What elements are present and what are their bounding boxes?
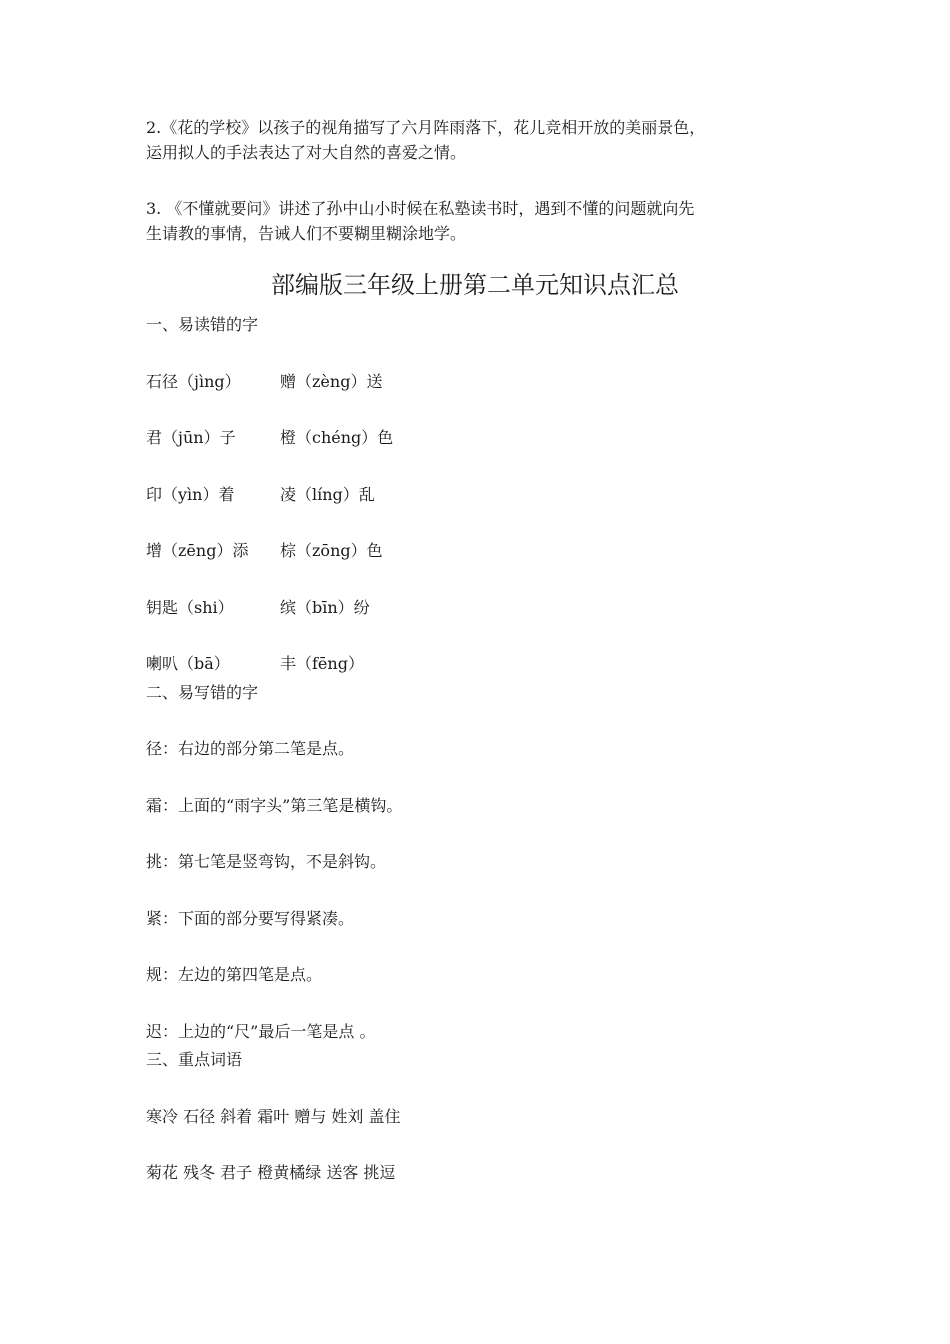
pinyin-item: 君（jūn）子 (146, 428, 236, 447)
paragraph-line: 3. 《不懂就要问》讲述了孙中山小时候在私塾读书时，遇到不懂的问题就向先 (146, 199, 695, 218)
paragraph-line: 生请教的事情，告诫人们不要糊里糊涂地学。 (146, 224, 467, 243)
writing-note: 紧：下面的部分要写得紧凑。 (146, 909, 355, 928)
section-heading: 三、重点词语 (146, 1050, 243, 1069)
pinyin-item: 石径（jìng） (146, 372, 241, 391)
section-heading: 二、易写错的字 (146, 683, 259, 702)
pinyin-item: 丰（fēng） (280, 654, 364, 673)
vocabulary-line: 菊花 残冬 君子 橙黄橘绿 送客 挑逗 (146, 1163, 396, 1182)
writing-note: 规：左边的第四笔是点。 (146, 965, 323, 984)
section-heading: 一、易读错的字 (146, 315, 259, 334)
pinyin-item: 印（yìn）着 (146, 485, 235, 504)
pinyin-item: 喇叭（bā） (146, 654, 230, 673)
pinyin-item: 增（zēng）添 (146, 541, 249, 560)
writing-note: 霜：上面的“雨字头”第三笔是横钩。 (146, 796, 403, 815)
pinyin-item: 钥匙（shi） (146, 598, 234, 617)
pinyin-item: 缤（bīn）纷 (280, 598, 370, 617)
pinyin-item: 凌（líng）乱 (280, 485, 375, 504)
writing-note: 迟：上边的“尺”最后一笔是点 。 (146, 1022, 376, 1041)
document-title: 部编版三年级上册第二单元知识点汇总 (271, 271, 679, 299)
paragraph-line: 2.《花的学校》以孩子的视角描写了六月阵雨落下，花儿竞相开放的美丽景色， (146, 118, 706, 137)
writing-note: 挑：第七笔是竖弯钩，不是斜钩。 (146, 852, 387, 871)
paragraph-line: 运用拟人的手法表达了对大自然的喜爱之情。 (146, 143, 467, 162)
pinyin-item: 棕（zōng）色 (280, 541, 383, 560)
pinyin-item: 橙（chéng）色 (280, 428, 394, 447)
paragraph-flower-school (146, 115, 816, 165)
vocabulary-line: 寒冷 石径 斜着 霜叶 赠与 姓刘 盖住 (146, 1107, 401, 1126)
paragraph-ask-questions (146, 196, 816, 246)
writing-note: 径：右边的部分第二笔是点。 (146, 739, 355, 758)
pinyin-item: 赠（zèng）送 (280, 372, 383, 391)
